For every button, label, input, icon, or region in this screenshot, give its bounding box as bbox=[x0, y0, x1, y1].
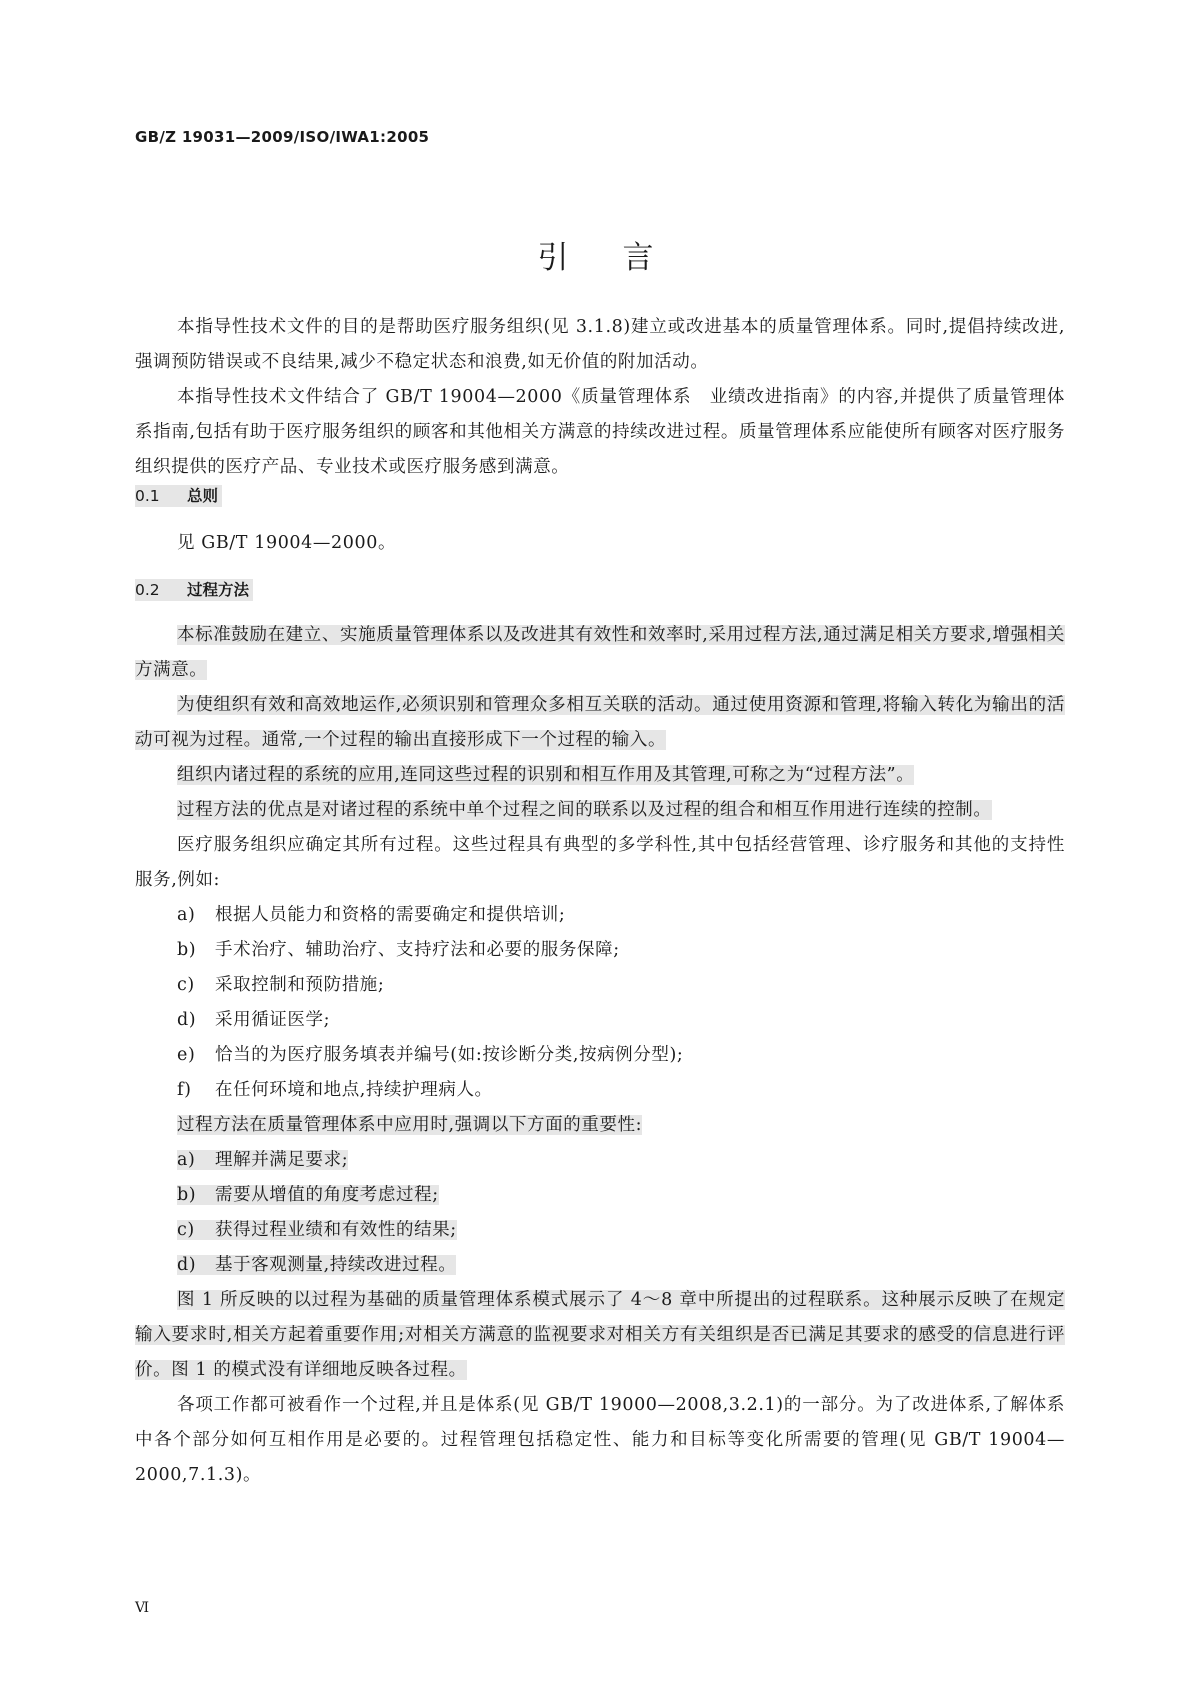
list-item-label: d) bbox=[177, 1010, 197, 1030]
list-item bbox=[135, 898, 1065, 933]
list-item-highlight bbox=[177, 1255, 456, 1275]
list-item-label: c) bbox=[177, 975, 195, 995]
section-heading-highlight bbox=[135, 485, 222, 507]
list-item-label: b) bbox=[177, 940, 197, 960]
list-training bbox=[135, 898, 1065, 1108]
list-item-text: 获得过程业绩和有效性的结果; bbox=[215, 1220, 457, 1240]
page-title: 引言 bbox=[537, 240, 708, 276]
paragraph-4 bbox=[135, 793, 1065, 828]
paragraph-7 bbox=[135, 1283, 1065, 1388]
list-item-highlight bbox=[177, 1185, 439, 1205]
list-importance bbox=[135, 1143, 1065, 1283]
list-item-label: a) bbox=[177, 1150, 196, 1170]
section-0-1-text: 见 GB/T 19004—2000。 bbox=[177, 533, 397, 553]
page-number: Ⅵ bbox=[135, 1600, 150, 1616]
list-item bbox=[135, 1178, 1065, 1213]
intro-paragraph-1: 本指导性技术文件的目的是帮助医疗服务组织(见 3.1.8)建立或改进基本的质量管理体系。同时,提倡持续改进,强调预防错误或不良结果,减少不稳定状态和浪费,如无价值的附加活动。 bbox=[135, 317, 1065, 372]
section-0-2 bbox=[135, 576, 1065, 604]
paragraph-7-text: 图 1 所反映的以过程为基础的质量管理体系模式展示了 4～8 章中所提出的过程联系。这种展示反映了在规定输入要求时,相关方起着重要作用;对相关方满意的监视要求对相关方有关组织是否已满足其要求的感受的信息进行评价。图 1 的模式没有详细地反映各过程。 bbox=[135, 1290, 1065, 1380]
paragraph-6 bbox=[135, 1108, 1065, 1143]
section-0-1-body bbox=[135, 526, 1065, 561]
section-0-1 bbox=[135, 482, 1065, 510]
paragraph-2 bbox=[135, 688, 1065, 758]
section-title: 总则 bbox=[187, 487, 219, 505]
section-heading-highlight bbox=[135, 579, 253, 601]
section-heading bbox=[135, 482, 1065, 510]
list-item bbox=[135, 1213, 1065, 1248]
section-title: 过程方法 bbox=[187, 581, 250, 599]
list-item-text: 手术治疗、辅助治疗、支持疗法和必要的服务保障; bbox=[215, 940, 620, 960]
list-item-text: 基于客观测量,持续改进过程。 bbox=[215, 1255, 457, 1275]
list-item-label: d) bbox=[177, 1255, 197, 1275]
list-item-label: c) bbox=[177, 1220, 195, 1240]
list-item bbox=[135, 1073, 1065, 1108]
list-item-label: f) bbox=[177, 1080, 192, 1100]
paragraph-4-text: 过程方法的优点是对诸过程的系统中单个过程之间的联系以及过程的组合和相互作用进行连续的控制。 bbox=[177, 800, 992, 820]
list-item-text: 采用循证医学; bbox=[215, 1010, 331, 1030]
paragraph-3 bbox=[135, 758, 1065, 793]
list-item-highlight bbox=[177, 1150, 348, 1170]
list-item bbox=[135, 933, 1065, 968]
paragraph-5: 医疗服务组织应确定其所有过程。这些过程具有典型的多学科性,其中包括经营管理、诊疗服务和其他的支持性服务,例如: bbox=[135, 835, 1065, 890]
section-number: 0.2 bbox=[135, 581, 160, 599]
list-item-text: 需要从增值的角度考虑过程; bbox=[215, 1185, 439, 1205]
list-item bbox=[135, 1143, 1065, 1178]
paragraph-2-text: 为使组织有效和高效地运作,必须识别和管理众多相互关联的活动。通过使用资源和管理,将输入转化为输出的活动可视为过程。通常,一个过程的输出直接形成下一个过程的输入。 bbox=[135, 695, 1065, 750]
section-number: 0.1 bbox=[135, 487, 160, 505]
list-item bbox=[135, 1003, 1065, 1038]
list-item-label: a) bbox=[177, 905, 196, 925]
paragraph-6-text: 过程方法在质量管理体系中应用时,强调以下方面的重要性: bbox=[177, 1115, 643, 1135]
list-item-text: 采取控制和预防措施; bbox=[215, 975, 385, 995]
list-item bbox=[135, 968, 1065, 1003]
list-item bbox=[135, 1248, 1065, 1283]
list-item-text: 根据人员能力和资格的需要确定和提供培训; bbox=[215, 905, 566, 925]
section-heading bbox=[135, 576, 1065, 604]
list-item-text: 理解并满足要求; bbox=[215, 1150, 349, 1170]
list-item-text: 在任何环境和地点,持续护理病人。 bbox=[215, 1080, 493, 1100]
section-0-2-body bbox=[135, 618, 1065, 1493]
paragraph-1 bbox=[135, 618, 1065, 688]
list-item bbox=[135, 1038, 1065, 1073]
paragraph-8: 各项工作都可被看作一个过程,并且是体系(见 GB/T 19000—2008,3.2.1)的一部分。为了改进体系,了解体系中各个部分如何互相作用是必要的。过程管理包括稳定性、能力和目标等变化所需要的管理(见 GB/T 19004—2000,7.1.3)。 bbox=[135, 1395, 1065, 1485]
list-item-text: 恰当的为医疗服务填表并编号(如:按诊断分类,按病例分型); bbox=[215, 1045, 684, 1065]
list-item-label: b) bbox=[177, 1185, 197, 1205]
standard-code: GB/Z 19031—2009/ISO/IWA1:2005 bbox=[135, 128, 430, 146]
intro-paragraph-2: 本指导性技术文件结合了 GB/T 19004—2000《质量管理体系 业绩改进指南》的内容,并提供了质量管理体系指南,包括有助于医疗服务组织的顾客和其他相关方满意的持续改进过程。质量管理体系应能使所有顾客对医疗服务组织提供的医疗产品、专业技术或医疗服务感到满意。 bbox=[135, 387, 1065, 477]
paragraph-1-text: 本标准鼓励在建立、实施质量管理体系以及改进其有效性和效率时,采用过程方法,通过满足相关方要求,增强相关方满意。 bbox=[135, 625, 1065, 680]
list-item-label: e) bbox=[177, 1045, 196, 1065]
intro-section bbox=[135, 310, 1065, 485]
paragraph-3-text: 组织内诸过程的系统的应用,连同这些过程的识别和相互作用及其管理,可称之为“过程方法”。 bbox=[177, 765, 915, 785]
list-item-highlight bbox=[177, 1220, 457, 1240]
